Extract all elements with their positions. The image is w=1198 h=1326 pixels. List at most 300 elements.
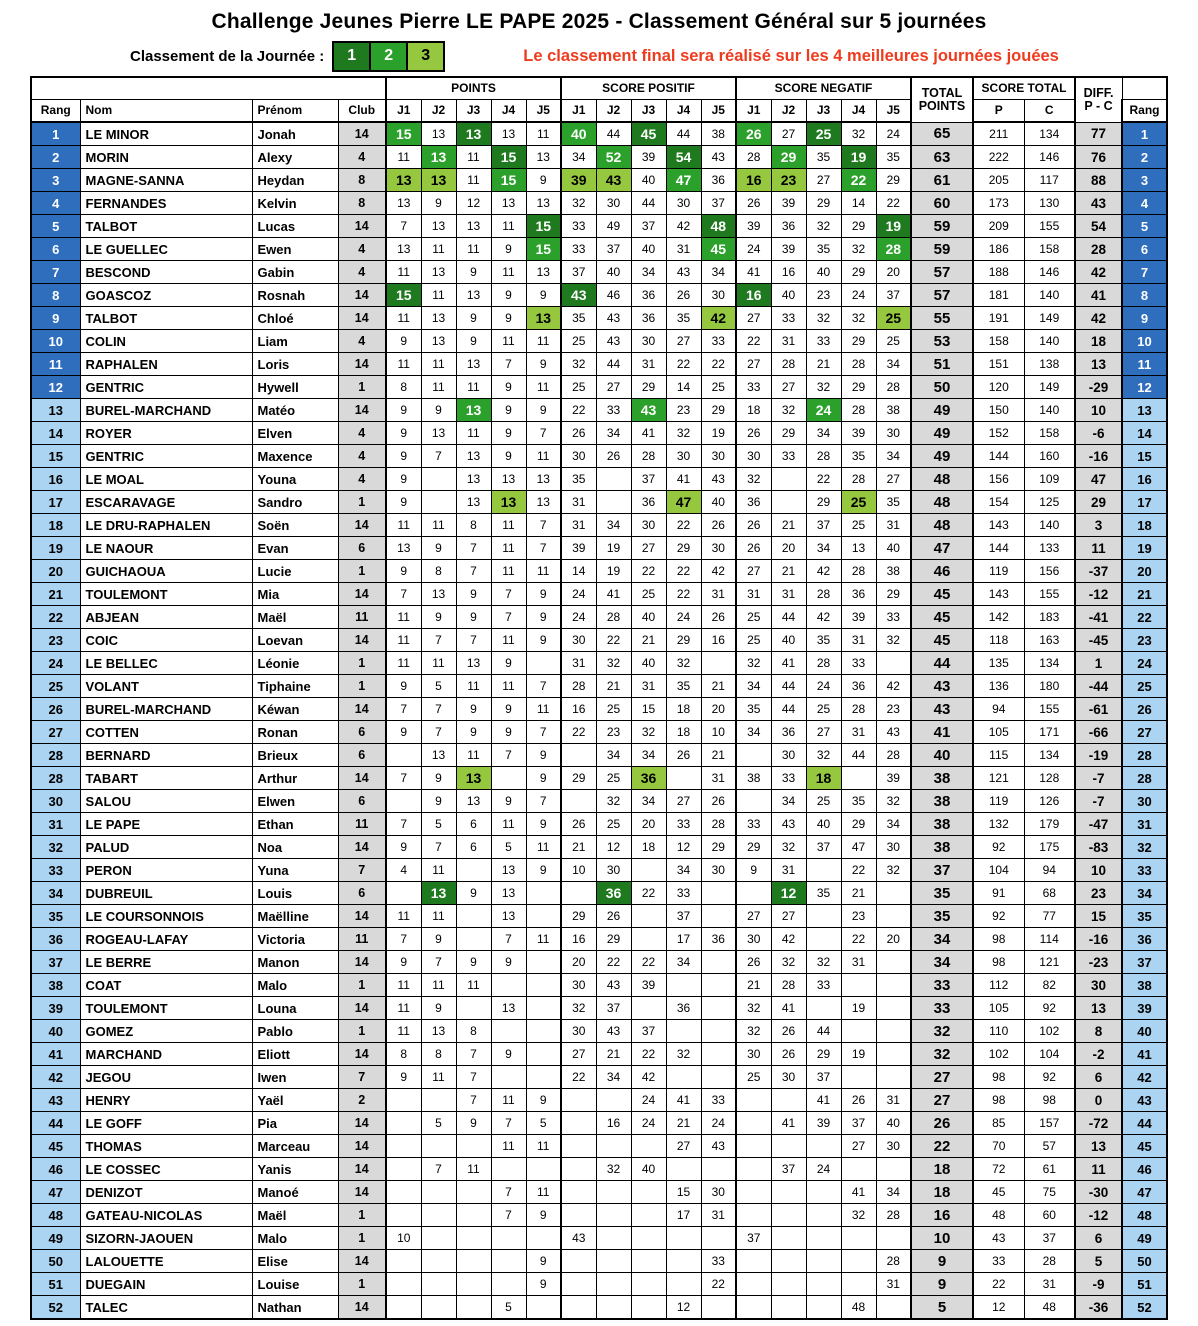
pts-j1 — [386, 1089, 421, 1112]
pts-j4: 9 — [491, 376, 526, 399]
total-points: 16 — [911, 1204, 973, 1227]
sn-j4: 29 — [841, 330, 876, 353]
diff-p-c: -36 — [1075, 1296, 1122, 1320]
sp-j4: 29 — [666, 629, 701, 652]
pts-j5: 11 — [526, 698, 561, 721]
pts-j4: 9 — [491, 790, 526, 813]
player-lastname: DUBREUIL — [80, 882, 252, 905]
pts-j5 — [526, 1020, 561, 1043]
rank-left-cell: 2 — [31, 146, 80, 169]
pts-j2: 13 — [421, 146, 456, 169]
sn-j3: 28 — [806, 652, 841, 675]
rank-left-cell: 40 — [31, 1020, 80, 1043]
player-firstname: Mia — [252, 583, 338, 606]
sn-j4: 21 — [841, 882, 876, 905]
pts-j2 — [421, 1181, 456, 1204]
pts-j5: 13 — [526, 261, 561, 284]
sn-j5: 25 — [876, 330, 911, 353]
sn-j5: 43 — [876, 721, 911, 744]
sn-j1 — [736, 790, 771, 813]
score-total-c: 61 — [1024, 1158, 1075, 1181]
sn-j3: 25 — [806, 790, 841, 813]
sp-j3: 24 — [631, 1089, 666, 1112]
total-points: 38 — [911, 790, 973, 813]
score-total-c: 155 — [1024, 698, 1075, 721]
total-points: 49 — [911, 445, 973, 468]
sn-j1: 29 — [736, 836, 771, 859]
sn-j4: 27 — [841, 1135, 876, 1158]
pts-j3: 13 — [456, 353, 491, 376]
score-total-p: 205 — [973, 169, 1024, 192]
pts-j3 — [456, 905, 491, 928]
sn-j2 — [771, 1250, 806, 1273]
sp-j4: 21 — [666, 1112, 701, 1135]
sp-j5: 24 — [701, 1112, 736, 1135]
rank-right-cell: 16 — [1122, 468, 1167, 491]
sp-j4: 14 — [666, 376, 701, 399]
sp-j5: 42 — [701, 307, 736, 330]
sp-j4: 34 — [666, 951, 701, 974]
total-points: 27 — [911, 1089, 973, 1112]
pts-j1 — [386, 1273, 421, 1296]
pts-j2: 9 — [421, 790, 456, 813]
total-points: 38 — [911, 767, 973, 790]
sn-j4 — [841, 974, 876, 997]
pts-j5: 9 — [526, 169, 561, 192]
pts-j1: 9 — [386, 445, 421, 468]
score-total-p: 98 — [973, 1066, 1024, 1089]
rank-right-cell: 52 — [1122, 1296, 1167, 1320]
rank-left-cell: 30 — [31, 790, 80, 813]
sn-j3: 34 — [806, 422, 841, 445]
sn-j2: 32 — [771, 399, 806, 422]
pts-j4 — [491, 1066, 526, 1089]
rank-left-cell: 10 — [31, 330, 80, 353]
pts-j4 — [491, 1273, 526, 1296]
score-total-c: 48 — [1024, 1296, 1075, 1320]
pts-j3: 13 — [456, 652, 491, 675]
pts-j1: 11 — [386, 307, 421, 330]
pts-j3: 11 — [456, 169, 491, 192]
pts-j3: 13 — [456, 122, 491, 146]
score-total-p: 142 — [973, 606, 1024, 629]
sp-j1: 40 — [561, 122, 596, 146]
player-firstname: Hywell — [252, 376, 338, 399]
sp-j2: 27 — [596, 376, 631, 399]
club-number: 8 — [338, 169, 386, 192]
sp-j3 — [631, 1135, 666, 1158]
sp-j4 — [666, 1250, 701, 1273]
score-total-p: 92 — [973, 905, 1024, 928]
rank-right-cell: 45 — [1122, 1135, 1167, 1158]
pts-j4: 7 — [491, 1204, 526, 1227]
sn-j1: 33 — [736, 813, 771, 836]
sn-j2: 32 — [771, 951, 806, 974]
pts-j4: 9 — [491, 307, 526, 330]
club-number: 6 — [338, 537, 386, 560]
sn-j3: 27 — [806, 169, 841, 192]
total-points: 41 — [911, 721, 973, 744]
sp-j5: 16 — [701, 629, 736, 652]
sp-j4: 27 — [666, 1135, 701, 1158]
sn-j3: 35 — [806, 146, 841, 169]
score-total-p: 91 — [973, 882, 1024, 905]
player-firstname: Chloé — [252, 307, 338, 330]
sn-j5: 40 — [876, 537, 911, 560]
sp-j1: 21 — [561, 836, 596, 859]
player-firstname: Malo — [252, 974, 338, 997]
club-number: 1 — [338, 1020, 386, 1043]
sp-j3: 25 — [631, 583, 666, 606]
total-points: 46 — [911, 560, 973, 583]
rank-right-cell: 17 — [1122, 491, 1167, 514]
player-firstname: Heydan — [252, 169, 338, 192]
sp-j5 — [701, 1043, 736, 1066]
rank-right-cell: 40 — [1122, 1020, 1167, 1043]
player-firstname: Loevan — [252, 629, 338, 652]
sp-j2 — [596, 1089, 631, 1112]
player-lastname: DUEGAIN — [80, 1273, 252, 1296]
table-row — [31, 1296, 1167, 1320]
sp-j1: 34 — [561, 146, 596, 169]
player-lastname: GENTRIC — [80, 445, 252, 468]
pts-j2: 11 — [421, 284, 456, 307]
sn-j3 — [806, 1135, 841, 1158]
sp-j3 — [631, 1227, 666, 1250]
sn-j2: 44 — [771, 675, 806, 698]
sp-j3: 39 — [631, 146, 666, 169]
pts-j5 — [526, 974, 561, 997]
score-total-c: 160 — [1024, 445, 1075, 468]
legend-day-rank-1: 1 — [332, 41, 371, 72]
sn-j4: 14 — [841, 192, 876, 215]
sp-j3 — [631, 1204, 666, 1227]
total-points: 43 — [911, 675, 973, 698]
player-lastname: LE GUELLEC — [80, 238, 252, 261]
pts-j3: 11 — [456, 238, 491, 261]
table-row — [31, 146, 1167, 169]
sn-j4: 32 — [841, 238, 876, 261]
col-header-diff: DIFF. P - C — [1075, 77, 1122, 122]
pts-j5: 9 — [526, 1250, 561, 1273]
group-header-points: POINTS — [386, 77, 561, 100]
sp-j2: 43 — [596, 307, 631, 330]
sn-j3: 27 — [806, 721, 841, 744]
score-total-c: 146 — [1024, 261, 1075, 284]
sp-j3: 43 — [631, 399, 666, 422]
sn-j1: 27 — [736, 307, 771, 330]
pts-j1 — [386, 790, 421, 813]
col-header-sp-j4: J4 — [666, 100, 701, 123]
pts-j4: 9 — [491, 445, 526, 468]
sn-j4: 28 — [841, 560, 876, 583]
sn-j2: 28 — [771, 353, 806, 376]
sp-j2: 29 — [596, 928, 631, 951]
pts-j3: 9 — [456, 261, 491, 284]
pts-j4: 9 — [491, 721, 526, 744]
pts-j1: 9 — [386, 399, 421, 422]
sp-j4: 17 — [666, 928, 701, 951]
club-number: 14 — [338, 1112, 386, 1135]
col-header-rang-left: Rang — [31, 100, 80, 123]
sn-j1: 34 — [736, 675, 771, 698]
sn-j2: 42 — [771, 928, 806, 951]
pts-j4: 15 — [491, 146, 526, 169]
sn-j3: 34 — [806, 537, 841, 560]
score-total-c: 134 — [1024, 744, 1075, 767]
sn-j1 — [736, 1135, 771, 1158]
score-total-c: 75 — [1024, 1181, 1075, 1204]
rank-right-cell: 6 — [1122, 238, 1167, 261]
sn-j5: 28 — [876, 238, 911, 261]
rank-left-cell: 27 — [31, 721, 80, 744]
sp-j1 — [561, 882, 596, 905]
sp-j1: 14 — [561, 560, 596, 583]
diff-p-c: -2 — [1075, 1043, 1122, 1066]
rank-right-cell: 32 — [1122, 836, 1167, 859]
table-row — [31, 767, 1167, 790]
table-row — [31, 675, 1167, 698]
club-number: 11 — [338, 928, 386, 951]
sp-j2: 23 — [596, 721, 631, 744]
col-header-points-j2: J2 — [421, 100, 456, 123]
pts-j1 — [386, 1296, 421, 1320]
sp-j1: 16 — [561, 698, 596, 721]
total-points: 22 — [911, 1135, 973, 1158]
sn-j1: 16 — [736, 169, 771, 192]
score-total-c: 171 — [1024, 721, 1075, 744]
sp-j2 — [596, 1135, 631, 1158]
sn-j1 — [736, 1112, 771, 1135]
sp-j5: 30 — [701, 1181, 736, 1204]
sp-j2: 19 — [596, 560, 631, 583]
score-total-p: 45 — [973, 1181, 1024, 1204]
diff-p-c: 41 — [1075, 284, 1122, 307]
rank-left-cell: 33 — [31, 859, 80, 882]
sp-j3: 37 — [631, 1020, 666, 1043]
sp-j1: 20 — [561, 951, 596, 974]
player-lastname: BERNARD — [80, 744, 252, 767]
sn-j3: 22 — [806, 468, 841, 491]
club-number: 2 — [338, 1089, 386, 1112]
pts-j4: 13 — [491, 122, 526, 146]
total-points: 27 — [911, 1066, 973, 1089]
sn-j4: 36 — [841, 675, 876, 698]
table-row — [31, 192, 1167, 215]
sp-j5: 29 — [701, 836, 736, 859]
sp-j2: 43 — [596, 974, 631, 997]
pts-j5: 11 — [526, 330, 561, 353]
pts-j3: 6 — [456, 836, 491, 859]
sp-j2: 34 — [596, 744, 631, 767]
club-number: 14 — [338, 1043, 386, 1066]
sp-j3: 42 — [631, 1066, 666, 1089]
total-points: 10 — [911, 1227, 973, 1250]
table-row — [31, 307, 1167, 330]
sp-j5: 30 — [701, 537, 736, 560]
club-number: 1 — [338, 560, 386, 583]
total-points: 57 — [911, 261, 973, 284]
sp-j4: 23 — [666, 399, 701, 422]
pts-j5: 11 — [526, 376, 561, 399]
pts-j1 — [386, 882, 421, 905]
sn-j3 — [806, 1204, 841, 1227]
pts-j5: 7 — [526, 721, 561, 744]
sp-j1: 35 — [561, 468, 596, 491]
sn-j5 — [876, 951, 911, 974]
sn-j1: 32 — [736, 997, 771, 1020]
player-lastname: ROYER — [80, 422, 252, 445]
sp-j5 — [701, 1227, 736, 1250]
rank-right-cell: 21 — [1122, 583, 1167, 606]
sp-j4 — [666, 1020, 701, 1043]
sp-j1: 26 — [561, 422, 596, 445]
sn-j1: 27 — [736, 560, 771, 583]
sn-j4: 31 — [841, 951, 876, 974]
pts-j1: 11 — [386, 606, 421, 629]
sp-j5 — [701, 882, 736, 905]
rank-left-cell: 14 — [31, 422, 80, 445]
pts-j3: 9 — [456, 951, 491, 974]
score-total-p: 110 — [973, 1020, 1024, 1043]
col-header-prenom: Prénom — [252, 100, 338, 123]
total-points: 33 — [911, 997, 973, 1020]
sn-j2: 26 — [771, 1020, 806, 1043]
pts-j3: 9 — [456, 721, 491, 744]
rank-right-cell: 9 — [1122, 307, 1167, 330]
pts-j4: 11 — [491, 560, 526, 583]
table-row — [31, 1273, 1167, 1296]
score-total-p: 104 — [973, 859, 1024, 882]
pts-j2: 7 — [421, 629, 456, 652]
pts-j1 — [386, 1112, 421, 1135]
pts-j3: 11 — [456, 974, 491, 997]
score-total-c: 109 — [1024, 468, 1075, 491]
sp-j2: 21 — [596, 675, 631, 698]
player-firstname: Soën — [252, 514, 338, 537]
sp-j5 — [701, 1158, 736, 1181]
pts-j2: 13 — [421, 307, 456, 330]
sn-j1: 25 — [736, 629, 771, 652]
sp-j4: 37 — [666, 905, 701, 928]
pts-j1: 13 — [386, 537, 421, 560]
sn-j2 — [771, 1273, 806, 1296]
pts-j2 — [421, 1204, 456, 1227]
score-total-p: 98 — [973, 1089, 1024, 1112]
sp-j4 — [666, 1066, 701, 1089]
pts-j3: 9 — [456, 882, 491, 905]
pts-j1: 11 — [386, 146, 421, 169]
score-total-p: 144 — [973, 445, 1024, 468]
sn-j1: 26 — [736, 514, 771, 537]
pts-j2 — [421, 1089, 456, 1112]
sn-j4: 25 — [841, 491, 876, 514]
sn-j4: 25 — [841, 514, 876, 537]
player-lastname: LE DRU-RAPHALEN — [80, 514, 252, 537]
col-header-nom: Nom — [80, 100, 252, 123]
sp-j5: 26 — [701, 790, 736, 813]
sn-j5: 34 — [876, 445, 911, 468]
table-row — [31, 652, 1167, 675]
sp-j5: 19 — [701, 422, 736, 445]
table-row — [31, 859, 1167, 882]
sp-j1: 35 — [561, 307, 596, 330]
rank-right-cell: 20 — [1122, 560, 1167, 583]
sp-j2: 19 — [596, 537, 631, 560]
sp-j1: 24 — [561, 606, 596, 629]
club-number: 14 — [338, 307, 386, 330]
sp-j4: 47 — [666, 169, 701, 192]
total-points: 49 — [911, 422, 973, 445]
sp-j2: 37 — [596, 238, 631, 261]
pts-j1: 9 — [386, 330, 421, 353]
score-total-c: 140 — [1024, 514, 1075, 537]
diff-p-c: 47 — [1075, 468, 1122, 491]
sn-j1: 34 — [736, 721, 771, 744]
diff-p-c: 77 — [1075, 122, 1122, 146]
rank-left-cell: 47 — [31, 1181, 80, 1204]
sn-j5: 30 — [876, 422, 911, 445]
sn-j2: 36 — [771, 721, 806, 744]
pts-j3 — [456, 859, 491, 882]
score-total-p: 119 — [973, 790, 1024, 813]
sp-j5: 43 — [701, 1135, 736, 1158]
score-total-c: 126 — [1024, 790, 1075, 813]
sp-j4 — [666, 1227, 701, 1250]
rank-right-cell: 50 — [1122, 1250, 1167, 1273]
sn-j4: 37 — [841, 1112, 876, 1135]
sn-j3 — [806, 1250, 841, 1273]
pts-j3 — [456, 1296, 491, 1320]
diff-p-c: 23 — [1075, 882, 1122, 905]
sp-j1: 31 — [561, 652, 596, 675]
player-lastname: LALOUETTE — [80, 1250, 252, 1273]
diff-p-c: 30 — [1075, 974, 1122, 997]
sp-j2 — [596, 1204, 631, 1227]
pts-j5: 13 — [526, 146, 561, 169]
sp-j4: 32 — [666, 422, 701, 445]
day-rank-legend — [332, 41, 445, 72]
sn-j4: 28 — [841, 468, 876, 491]
pts-j1 — [386, 1250, 421, 1273]
sn-j4 — [841, 1020, 876, 1043]
col-header-club: Club — [338, 100, 386, 123]
sp-j2: 44 — [596, 353, 631, 376]
pts-j4: 7 — [491, 583, 526, 606]
score-total-p: 115 — [973, 744, 1024, 767]
pts-j5: 9 — [526, 353, 561, 376]
sp-j4: 27 — [666, 330, 701, 353]
diff-p-c: 1 — [1075, 652, 1122, 675]
sn-j3: 29 — [806, 491, 841, 514]
sn-j4: 32 — [841, 307, 876, 330]
pts-j1: 11 — [386, 652, 421, 675]
table-row — [31, 721, 1167, 744]
pts-j5: 13 — [526, 491, 561, 514]
sn-j5 — [876, 1020, 911, 1043]
sn-j3: 21 — [806, 353, 841, 376]
player-lastname: COTTEN — [80, 721, 252, 744]
sp-j1: 25 — [561, 376, 596, 399]
sn-j2: 34 — [771, 790, 806, 813]
sn-j2: 43 — [771, 813, 806, 836]
total-points: 34 — [911, 928, 973, 951]
player-lastname: JEGOU — [80, 1066, 252, 1089]
diff-p-c: -16 — [1075, 928, 1122, 951]
sp-j5 — [701, 652, 736, 675]
score-total-c: 125 — [1024, 491, 1075, 514]
rank-right-cell: 46 — [1122, 1158, 1167, 1181]
